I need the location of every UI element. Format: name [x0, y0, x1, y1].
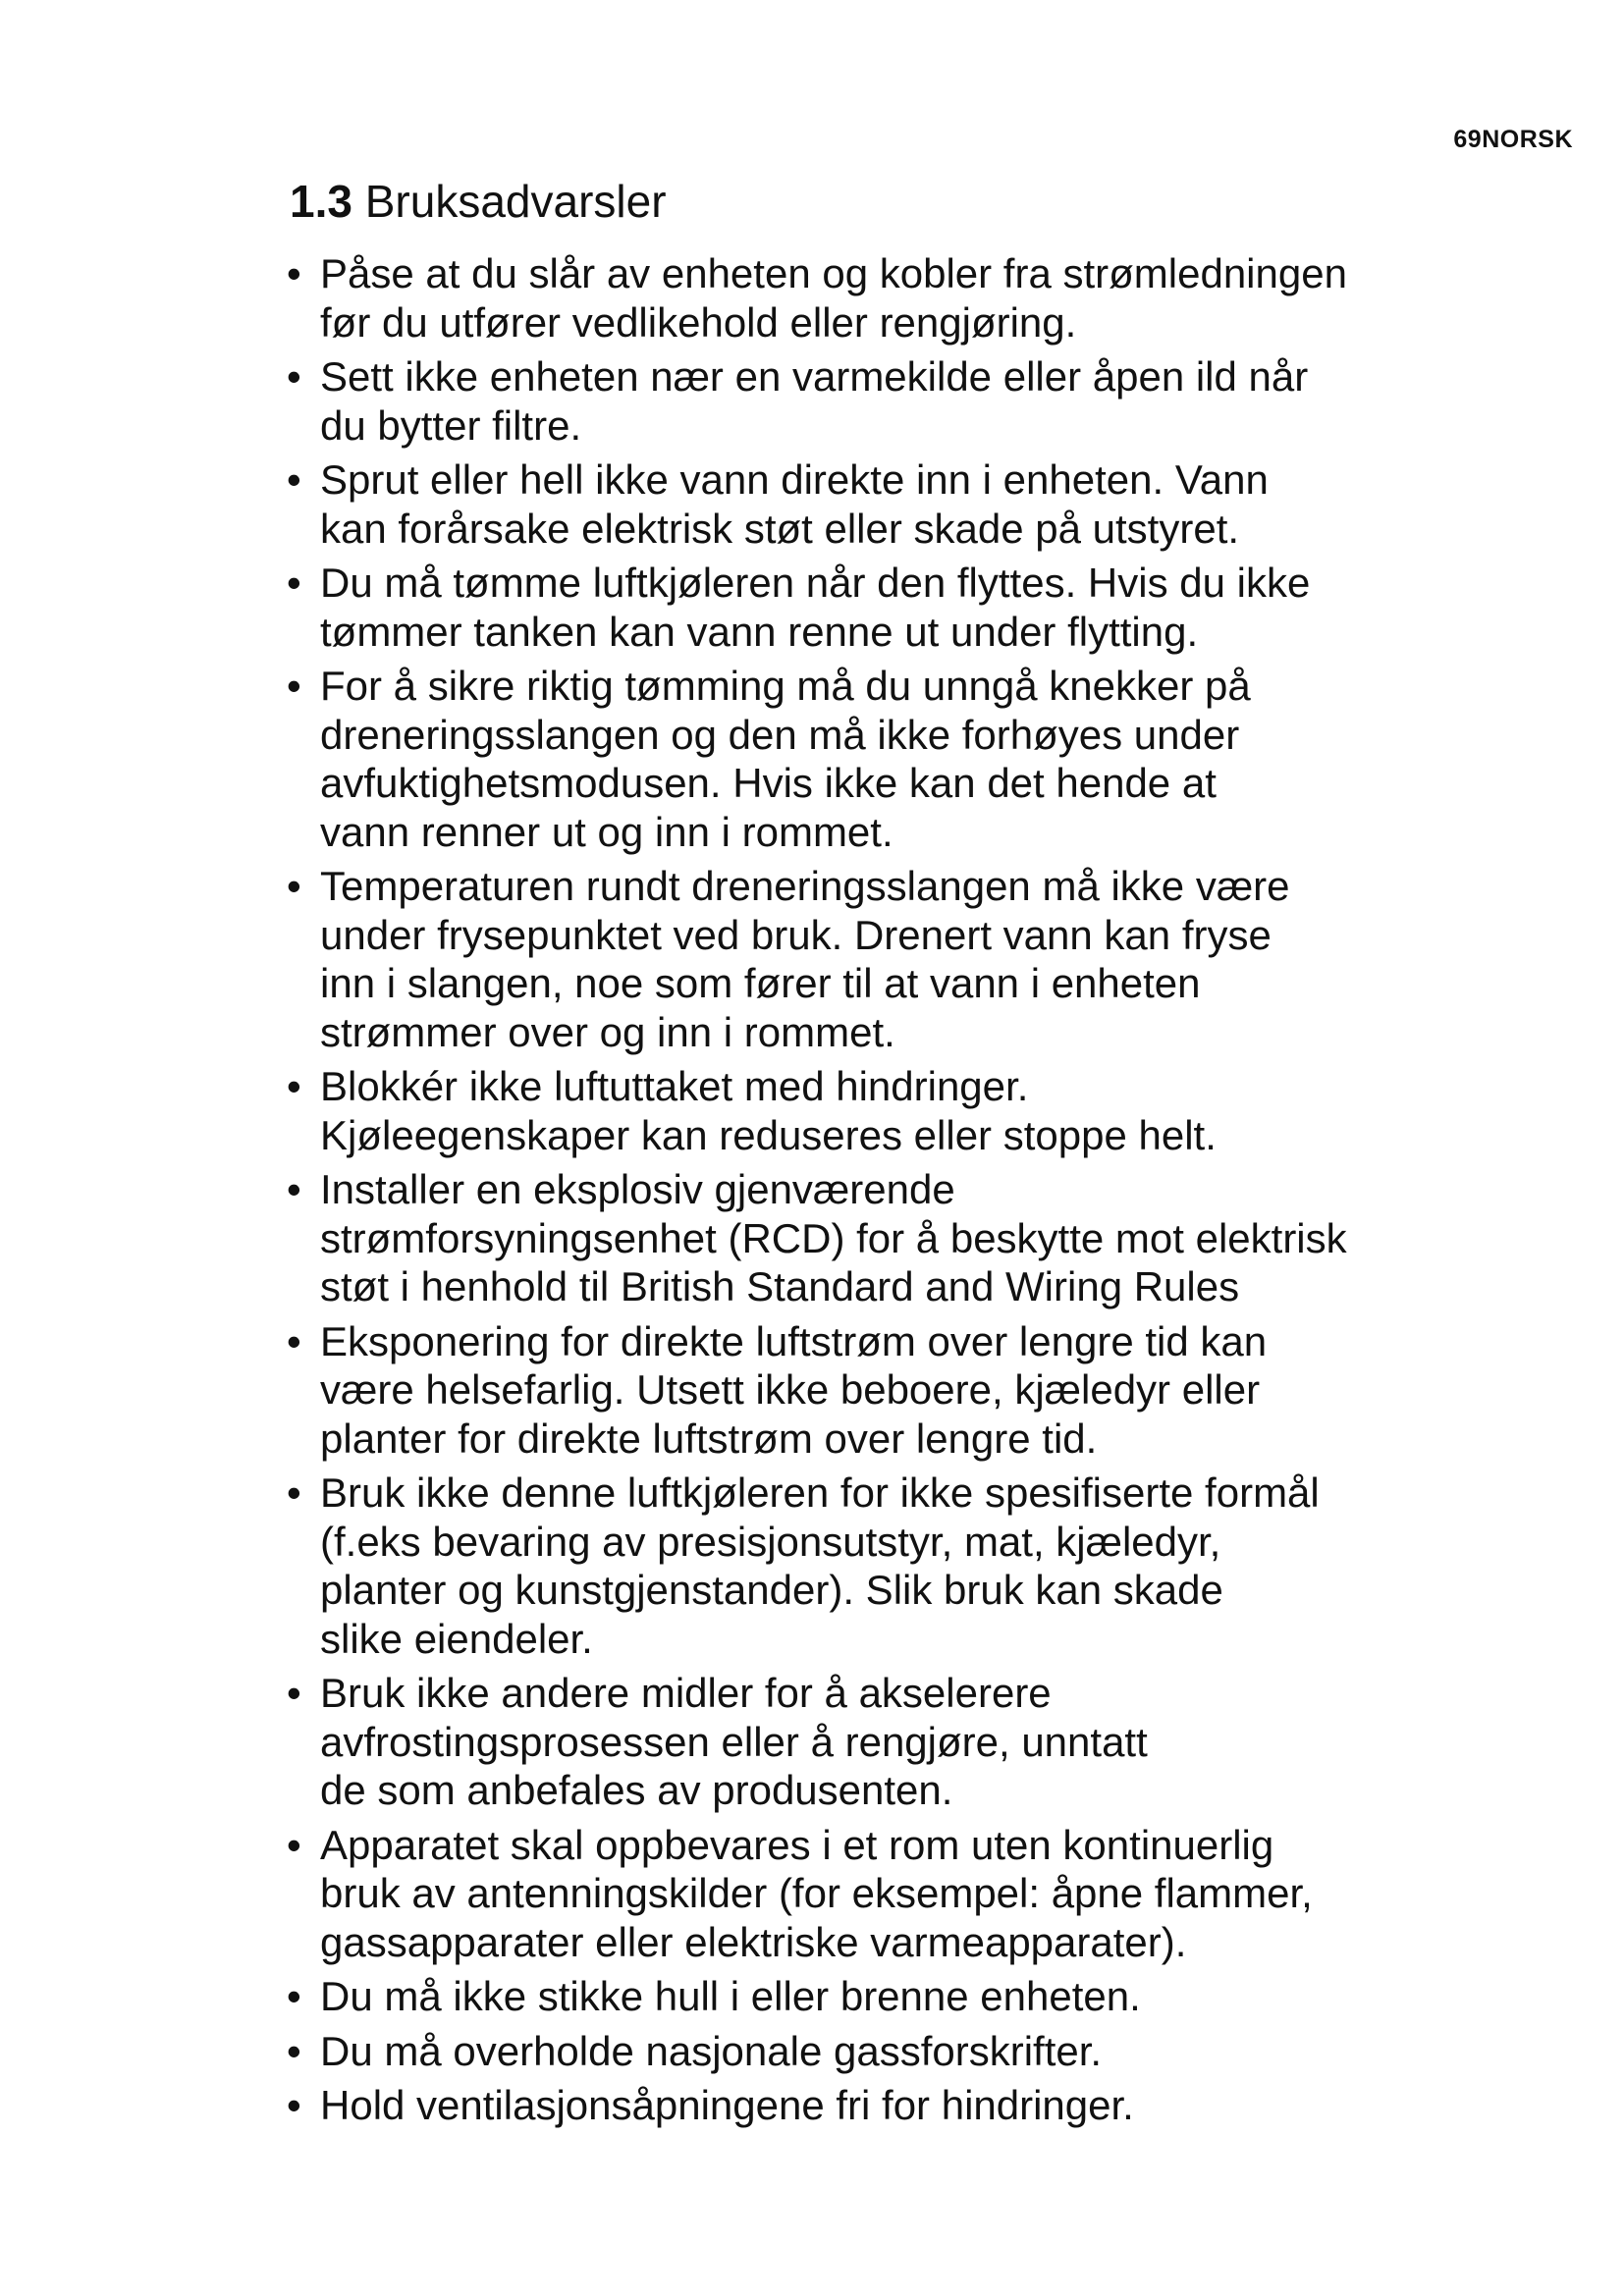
warning-text-line: under frysepunktet ved bruk. Drenert vann kan fryse: [320, 911, 1272, 958]
bullet-icon: •: [287, 2027, 301, 2074]
bullet-icon: •: [287, 1670, 301, 1716]
warning-text-line: Installer en eksplosiv gjenværende: [320, 1166, 955, 1212]
bullet-icon: •: [287, 1469, 301, 1516]
bullet-icon: •: [287, 1973, 301, 2019]
warning-item: [287, 1317, 1514, 1464]
warning-text-line: de som anbefales av produsenten.: [320, 1767, 953, 1813]
warning-text-line: vann renner ut og inn i rommet.: [320, 808, 893, 855]
warning-text-line: Temperaturen rundt dreneringsslangen må ikke være: [320, 863, 1290, 909]
bullet-icon: •: [287, 1063, 301, 1109]
warning-text-line: Eksponering for direkte luftstrøm over lengre tid kan: [320, 1317, 1268, 1364]
warning-text-line: Påse at du slår av enheten og kobler fra strømledningen: [320, 250, 1347, 296]
warning-item: [287, 1972, 1514, 2021]
warning-text-line: inn i slangen, noe som fører til at vann i enheten: [320, 960, 1201, 1006]
warning-text-line: dreneringsslangen og den må ikke forhøyes under: [320, 711, 1240, 758]
warning-text-line: strømmer over og inn i rommet.: [320, 1008, 895, 1055]
warning-item: [287, 1165, 1514, 1311]
warning-text-line: Du må overholde nasjonale gassforskrifter.: [320, 2027, 1103, 2074]
bullet-icon: •: [287, 863, 301, 909]
warning-item: [287, 352, 1514, 450]
warning-text-line: gassapparater eller elektriske varmeapparater).: [320, 1918, 1187, 1965]
warning-text-line: avfuktighetsmodusen. Hvis ikke kan det hende at: [320, 760, 1217, 806]
warning-text-line: før du utfører vedlikehold eller rengjøring.: [320, 298, 1077, 346]
warning-text-line: du bytter filtre.: [320, 401, 582, 449]
warning-text-line: slike eiendeler.: [320, 1615, 593, 1662]
warning-text-line: bruk av antenningskilder (for eksempel: åpne flammer,: [320, 1870, 1313, 1916]
warning-text-line: avfrostingsprosessen eller å rengjøre, unntatt: [320, 1718, 1148, 1765]
bullet-icon: •: [287, 353, 301, 400]
warning-item: [287, 1821, 1514, 1967]
warning-text-line: Du må tømme luftkjøleren når den flyttes. Hvis du ikke: [320, 560, 1311, 606]
warning-item: [287, 1669, 1514, 1815]
warning-text-line: strømforsyningsenhet (RCD) for å beskytte mot elektrisk: [320, 1214, 1347, 1261]
warning-text-line: Apparatet skal oppbevares i et rom uten kontinuerlig: [320, 1821, 1274, 1868]
warning-item: [287, 559, 1514, 656]
warning-item: [287, 662, 1514, 856]
warning-text-line: Blokkér ikke luftuttaket med hindringer.: [320, 1063, 1029, 1109]
section-heading: Bruksadvarsler: [364, 176, 667, 227]
warning-text-line: planter for direkte luftstrøm over lengre tid.: [320, 1415, 1098, 1462]
bullet-icon: •: [287, 1166, 301, 1212]
warning-text-line: planter og kunstgjenstander). Slik bruk kan skade: [320, 1567, 1223, 1613]
warning-text-line: Kjøleegenskaper kan reduseres eller stoppe helt.: [320, 1111, 1217, 1158]
warning-text-line: (f.eks bevaring av presisjonsutstyr, mat, kjæledyr,: [320, 1518, 1221, 1565]
section-number: 1.3: [290, 176, 352, 227]
bullet-icon: •: [287, 1317, 301, 1364]
warning-item: [287, 862, 1514, 1056]
warning-item: [287, 2027, 1514, 2076]
warning-text-line: være helsefarlig. Utsett ikke beboere, kjæledyr eller: [320, 1366, 1261, 1413]
warning-text-line: Sprut eller hell ikke vann direkte inn i enheten. Vann: [320, 456, 1269, 503]
warning-list: [287, 249, 1514, 2136]
warning-item: [287, 249, 1514, 347]
warning-text-line: Hold ventilasjonsåpningene fri for hindringer.: [320, 2082, 1134, 2128]
page-header-label: 69NORSK: [1453, 126, 1573, 153]
bullet-icon: •: [287, 456, 301, 503]
warning-item: [287, 2081, 1514, 2130]
warning-text-line: tømmer tanken kan vann renne ut under flytting.: [320, 608, 1199, 655]
bullet-icon: •: [287, 250, 301, 296]
warning-text-line: Du må ikke stikke hull i eller brenne enheten.: [320, 1973, 1141, 2019]
warning-text-line: kan forårsake elektrisk støt eller skade på utstyret.: [320, 505, 1240, 552]
section-title: [290, 174, 667, 229]
warning-text-line: støt i henhold til British Standard and Wiring Rules: [320, 1263, 1240, 1309]
warning-item: [287, 1468, 1514, 1663]
warning-text-line: Sett ikke enheten nær en varmekilde eller åpen ild når: [320, 353, 1309, 400]
warning-item: [287, 1062, 1514, 1159]
warning-text-line: For å sikre riktig tømming må du unngå knekker på: [320, 663, 1251, 709]
bullet-icon: •: [287, 560, 301, 606]
warning-text-line: Bruk ikke andere midler for å akselerere: [320, 1670, 1052, 1716]
bullet-icon: •: [287, 1821, 301, 1868]
warning-item: [287, 455, 1514, 553]
bullet-icon: •: [287, 2082, 301, 2128]
bullet-icon: •: [287, 663, 301, 709]
warning-text-line: Bruk ikke denne luftkjøleren for ikke spesifiserte formål: [320, 1469, 1320, 1516]
